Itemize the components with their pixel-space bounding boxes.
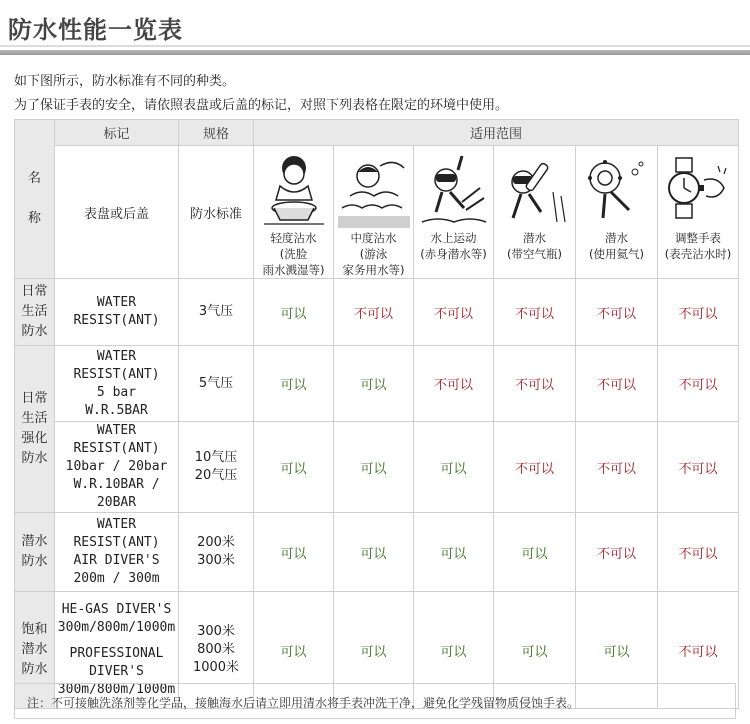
cell-no: 不可以 — [494, 279, 576, 346]
intro-line-2: 为了保证手表的安全，请依照表盘或后盖的标记，对照下列表格在限定的环境中使用。 — [14, 98, 509, 113]
cell-ok: 可以 — [414, 592, 494, 709]
header-divider-light — [0, 45, 750, 47]
header-name — [15, 120, 55, 279]
table-row — [15, 346, 739, 422]
usage-label: 中度沾水 (游泳 家务用水等) — [342, 231, 405, 277]
cell-ok: 可以 — [334, 346, 414, 422]
water-resistance-table — [14, 119, 739, 709]
cell-no: 不可以 — [576, 513, 658, 592]
row-marking: HE-GAS DIVER'S 300m/800m/1000m PROFESSIONAL DIVER'S 300m/800m/1000m — [55, 592, 179, 709]
table-row — [15, 422, 739, 513]
row-group-name: 饱和 潜水 防水 — [15, 592, 55, 709]
cell-no: 不可以 — [576, 346, 658, 422]
usage-col-moderate-splash — [334, 146, 414, 279]
usage-col-water-sports — [414, 146, 494, 279]
row-spec: 200米 300米 — [179, 513, 254, 592]
row-marking: WATER RESIST(ANT) 10bar / 20bar W.R.10BAR / 20BAR — [55, 422, 179, 513]
row-marking: WATER RESIST(ANT) — [55, 279, 179, 346]
cell-ok: 可以 — [334, 513, 414, 592]
row-spec: 300米 800米 1000米 — [179, 592, 254, 709]
swimming-icon — [338, 152, 410, 228]
header-marking: 标记 — [55, 120, 179, 146]
cell-ok: 可以 — [576, 592, 658, 709]
cell-no: 不可以 — [658, 422, 739, 513]
cell-ok: 可以 — [334, 422, 414, 513]
cell-ok: 可以 — [254, 422, 334, 513]
cell-ok: 可以 — [414, 422, 494, 513]
row-group-name: 潜水 防水 — [15, 513, 55, 592]
header-marking-sub: 表盘或后盖 — [55, 146, 179, 279]
usage-label: 潜水 (使用氦气) — [589, 231, 644, 261]
cell-no: 不可以 — [658, 279, 739, 346]
cell-ok: 可以 — [254, 346, 334, 422]
header-divider — [0, 50, 750, 55]
header-usage: 适用范围 — [254, 120, 739, 146]
cell-ok: 可以 — [494, 513, 576, 592]
cell-ok: 可以 — [494, 592, 576, 709]
washing-face-icon — [258, 152, 330, 228]
cell-no: 不可以 — [414, 346, 494, 422]
usage-label: 潜水 (带空气瓶) — [507, 231, 562, 261]
row-spec: 5气压 — [179, 346, 254, 422]
cell-no: 不可以 — [414, 279, 494, 346]
usage-label: 水上运动 (赤身潜水等) — [420, 231, 487, 261]
cell-no: 不可以 — [494, 346, 576, 422]
table-row — [15, 513, 739, 592]
usage-label: 调整手表 (表壳沾水时) — [664, 231, 732, 261]
cell-no: 不可以 — [334, 279, 414, 346]
header-spec: 规格 — [179, 120, 254, 146]
scuba-diving-icon — [499, 152, 571, 228]
row-marking: WATER RESIST(ANT) 5 bar W.R.5BAR — [55, 346, 179, 422]
row-spec: 3气压 — [179, 279, 254, 346]
cell-ok: 可以 — [254, 513, 334, 592]
header-spec-sub: 防水标准 — [179, 146, 254, 279]
cell-ok: 可以 — [254, 592, 334, 709]
intro-line-1: 如下图所示，防水标准有不同的种类。 — [14, 74, 236, 89]
cell-no: 不可以 — [658, 346, 739, 422]
snorkeling-icon — [418, 152, 490, 228]
row-group-name: 日常 生活 强化 防水 — [15, 346, 55, 513]
cell-ok: 可以 — [414, 513, 494, 592]
row-marking: WATER RESIST(ANT) AIR DIVER'S 200m / 300m — [55, 513, 179, 592]
header-name-text: 名 称 — [27, 171, 41, 226]
usage-col-light-splash — [254, 146, 334, 279]
cell-no: 不可以 — [576, 279, 658, 346]
cell-no: 不可以 — [658, 592, 739, 709]
row-spec: 10气压 20气压 — [179, 422, 254, 513]
table-row — [15, 279, 739, 346]
footnote-text: 注：不可接触洗涤剂等化学品，接触海水后请立即用清水将手表冲洗干净，避免化学残留物质侵蚀手表。 — [27, 696, 580, 710]
page-title: 防水性能一览表 — [8, 16, 183, 44]
usage-label: 轻度沾水 (洗脸 雨水溅湿等) — [262, 231, 325, 277]
row-group-name: 日常 生活 防水 — [15, 279, 55, 346]
footnote — [14, 683, 736, 719]
usage-col-scuba — [494, 146, 576, 279]
watch-adjust-icon — [662, 152, 734, 228]
cell-no: 不可以 — [576, 422, 658, 513]
cell-ok: 可以 — [254, 279, 334, 346]
helium-diver-icon — [581, 152, 653, 228]
cell-no: 不可以 — [658, 513, 739, 592]
cell-ok: 可以 — [334, 592, 414, 709]
usage-col-helium — [576, 146, 658, 279]
page-header — [0, 0, 750, 50]
cell-no: 不可以 — [494, 422, 576, 513]
usage-col-adjust-watch — [658, 146, 739, 279]
